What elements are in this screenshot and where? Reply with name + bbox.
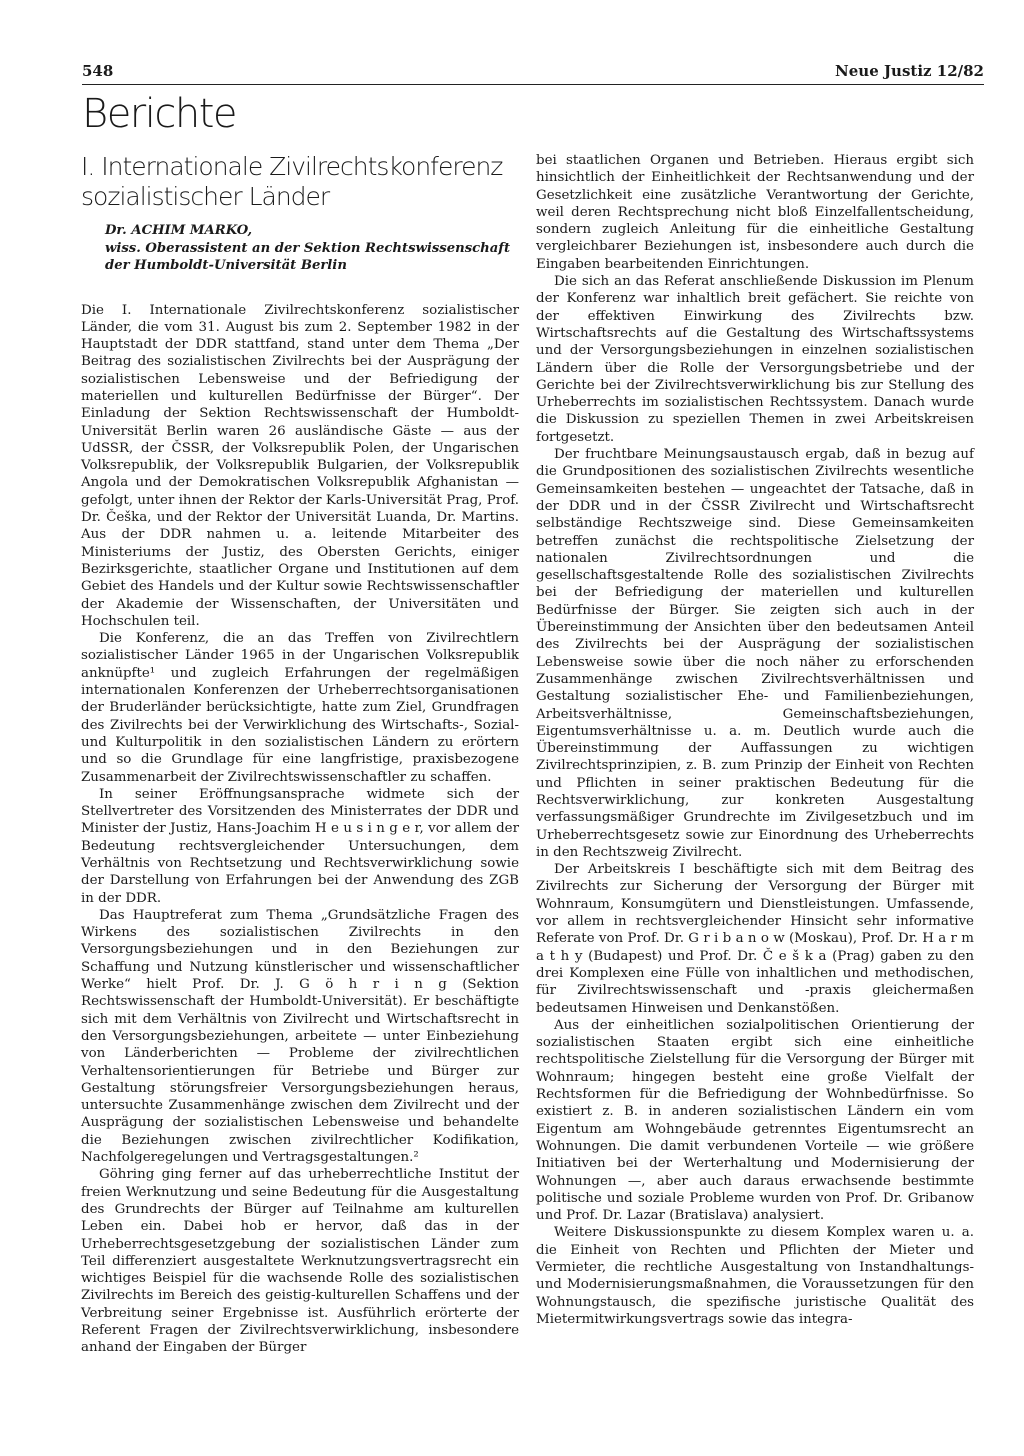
paragraph: Der fruchtbare Meinungsaustausch ergab, daß in bezug auf die Grundpositionen des sozialistischen Zivilrechts wesentliche Gemeinsamkeiten bestehen — ungeachtet der Tatsache, daß in der DDR und in der ČSSR Zivilrecht und Wirtschaftsrecht selbständige Rechtszweige sind. Diese Gemeinsamkeiten betreffen zunächst die rechtspolitische Zielsetzung der nationalen Zivilrechtsordnungen und die gesellschaftsgestaltende Rolle des sozialistischen Zivilrechts bei der Befriedigung der materiellen und kulturellen Bedürfnisse der Bürger. Sie zeigten sich auch in der Übereinstimmung der Ansichten über den bedeutsamen Anteil des Zivilrechts bei der Ausprägung der sozialistischen Lebensweise sowie über die noch näher zu erforschenden Zusammenhänge zwischen Zivilrechtsverhältnissen und Gestaltung sozialistischer Ehe- und Familienbeziehungen, Arbeitsverhältnisse, Gemeinschaftsbeziehungen, Eigentumsverhältnisse u. a. m. Deutlich wurde auch die Übereinstimmung der Auffassungen zu wichtigen Zivilrechtsprinzipien, z. B. zum Prinzip der Einheit von Rechten und Pflichten in seiner praktischen Bedeutung für die Rechtsverwirklichung, zur konkreten Ausgestaltung verfassungsmäßiger Grundrechte im Zivilgesetzbuch und im Urheberrechtsgesetz sowie zur Einordnung des Urheberrechts in den Rechtszweig Zivilrecht. xyxy=(536,447,974,860)
paragraph: bei staatlichen Organen und Betrieben. Hieraus ergibt sich hinsichtlich der Einheitlichkeit der Rechtsanwendung und der Gesetzlichkeit eine zusätzliche Verantwortung der Gerichte, weil deren Rechtsprechung nicht bloß Einzelfallentscheidung, sondern zugleich Anleitung für die einheitliche Gestaltung vergleichbarer Beziehungen ist, insbesondere auch durch die Eingaben bearbeitenden Einrichtungen. xyxy=(536,153,974,272)
right-column xyxy=(536,152,974,1328)
paragraph: Weitere Diskussionspunkte zu diesem Komplex waren u. a. die Einheit von Rechten und Pflichten der Mieter und Vermieter, die rechtliche Ausgestaltung von Instandhaltungs- und Modernisierungsmaßnahmen, die Voraussetzungen für den Wohnungstausch, die spezifische juristische Qualität des Mietermitwirkungsvertrags sowie das integra- xyxy=(536,1225,974,1327)
paragraph: In seiner Eröffnungsansprache widmete sich der Stellvertreter des Vorsitzenden des Ministerrates der DDR und Minister der Justiz, Hans-Joachim H e u s i n g e r, vor allem der Bedeutung rechtsvergleichender Untersuchungen, dem Verhältnis von Rechtsetzung und Rechtsverwirklichung sowie der Darstellung von Erfahrungen bei der Anwendung des ZGB in der DDR. xyxy=(81,786,519,906)
author-name: Dr. ACHIM MARKO, xyxy=(105,223,253,238)
article-title xyxy=(81,152,519,212)
author-affiliation-2: der Humboldt-Universität Berlin xyxy=(105,258,347,273)
article-title-line-1: I. Internationale Zivilrechtskonferenz xyxy=(81,152,503,181)
section-title: Berichte xyxy=(82,91,236,137)
author-affiliation-1: wiss. Oberassistent an der Sektion Rechtswissenschaft xyxy=(105,240,511,256)
author-block xyxy=(81,222,519,275)
paragraph: Die Konferenz, die an das Treffen von Zivilrechtlern sozialistischer Länder 1965 in der Ungarischen Volksrepublik anknüpfte¹ und zugleich Erfahrungen der regelmäßigen internationalen Konferenzen der Urheberrechtsorganisationen der Bruderländer berücksichtigte, hatte zum Ziel, Grundfragen des Zivilrechts bei der Verwirklichung des Wirtschafts-, Sozial- und Kulturpolitik in den sozialistischen Ländern zu erörtern und so die Grundlage für eine langfristige, praxisbezogene Zusammenarbeit der Zivilrechtswissenschaftler zu schaffen. xyxy=(81,631,519,785)
paragraph: Das Hauptreferat zum Thema „Grundsätzliche Fragen des Wirkens des sozialistischen Zivilrechts in den Versorgungsbeziehungen und in den Beziehungen zur Schaffung und Nutzung künstlerischer und wissenschaftlicher Werke“ hielt Prof. Dr. J. G ö h r i n g (Sektion Rechtswissenschaft der Humboldt-Universität). Er beschäftigte sich mit dem Verhältnis von Zivilrecht und Wirtschaftsrecht in den Versorgungsbeziehungen, arbeitete — unter Einbeziehung von Länderberichten — Probleme der zivilrechtlichen Verhaltensorientierungen für Betriebe und Bürger zur Gestaltung störungsfreier Versorgungsbeziehungen heraus, untersuchte Zusammenhänge zwischen dem Zivilrecht und der Ausprägung der sozialistischen Lebensweise und behandelte die Beziehungen zwischen zivilrechtlicher Kodifikation, Nachfolgeregelungen und Vertragsgestaltungen.² xyxy=(81,907,519,1166)
paragraph: Der Arbeitskreis I beschäftigte sich mit dem Beitrag des Zivilrechts zur Sicherung der Versorgung der Bürger mit Wohnraum, Konsumgütern und Dienstleistungen. Umfassende, vor allem in rechtsvergleichender Hinsicht sehr informative Referate von Prof. Dr. G r i b a n o w (Moskau), Prof. Dr. H a r m a t h y (Budapest) und Prof. Dr. Č e š k a (Prag) gaben zu den drei Komplexen eine Fülle von inhaltlichen und methodischen, für Zivilrechtswissenschaft und -praxis gleichermaßen bedeutsamen Hinweisen und Denkanstößen. xyxy=(536,862,974,1016)
left-column xyxy=(81,152,519,1357)
left-column-text xyxy=(81,302,519,1357)
paragraph: Die I. Internationale Zivilrechtskonferenz sozialistischer Länder, die vom 31. August bis zum 2. September 1982 in der Hauptstadt der DDR stattfand, stand unter dem Thema „Der Beitrag des sozialistischen Zivilrechts bei der Ausprägung der sozialistischen Lebensweise und der Befriedigung der materiellen und kulturellen Bedürfnisse der Bürger“. Der Einladung der Sektion Rechtswissenschaft der Humboldt-Universität Berlin waren 26 ausländische Gäste — aus der UdSSR, der ČSSR, der Volksrepublik Polen, der Ungarischen Volksrepublik, der Volksrepublik Bulgarien, der Volksrepublik Angola und der Demokratischen Volksrepublik Afghanistan — gefolgt, unter ihnen der Rektor der Karls-Universität Prag, Prof. Dr. Češka, und der Rektor der Universität Luanda, Dr. Martins. Aus der DDR nahmen u. a. leitende Mitarbeiter des Ministeriums der Justiz, des Obersten Gerichts, einiger Bezirksgerichte, staatlicher Organe und Institutionen auf dem Gebiet des Handels und der Kultur sowie Rechtswissenschaftler der Akademie der Wissenschaften, der Universitäten und Hochschulen teil. xyxy=(81,302,519,629)
right-column-text xyxy=(536,152,974,1328)
article-title-line-2: sozialistischer Länder xyxy=(81,182,330,211)
paragraph: Aus der einheitlichen sozialpolitischen Orientierung der sozialistischen Staaten ergibt sich eine einheitliche rechtspolitische Zielstellung für die Versorgung der Bürger mit Wohnraum; hingegen besteht eine große Vielfalt der Rechtsformen für die Befriedigung der Wohnbedürfnisse. So existiert z. B. in anderen sozialistischen Ländern ein vom Eigentum am Wohngebäude getrenntes Eigentumsrecht an Wohnungen. Die damit verbundenen Vorteile — wie größere Initiativen bei der Werterhaltung und Modernisierung der Wohnungen —, aber auch daraus erwachsende bestimmte politische und soziale Probleme wurden von Prof. Dr. Gribanow und Prof. Dr. Lazar (Bratislava) analysiert. xyxy=(536,1017,974,1224)
paragraph: Die sich an das Referat anschließende Diskussion im Plenum der Konferenz war inhaltlich breit gefächert. Sie reichte von der effektiven Einwirkung des Zivilrechts bzw. Wirtschaftsrechts auf die Gestaltung des Wirtschaftssystems und der Versorgungsbeziehungen in einzelnen sozialistischen Ländern über die Rolle der Versorgungsbetriebe und der Gerichte bei der Zivilrechtsverwirklichung bis zur Stellung des Urheberrechts im sozialistischen Rechtssystem. Danach wurde die Diskussion zu speziellen Themen in zwei Arbeitskreisen fortgesetzt. xyxy=(536,274,974,445)
journal-issue: Neue Justiz 12/82 xyxy=(835,62,984,80)
page-header xyxy=(82,62,984,85)
page-number: 548 xyxy=(82,62,114,80)
paragraph: Göhring ging ferner auf das urheberrechtliche Institut der freien Werknutzung und seine Bedeutung für die Ausgestaltung des Grundrechts der Bürger auf Teilnahme am kulturellen Leben ein. Dabei hob er hervor, daß das in der Urheberrechtsgesetzgebung der sozialistischen Länder zum Teil differenziert ausgestaltete Werknutzungsvertragsrecht ein wichtiges Beispiel für die wachsende Rolle des sozialistischen Zivilrechts im Bereich des geistig-kulturellen Schaffens und der Verbreitung seiner Ergebnisse ist. Ausführlich erörterte der Referent Fragen der Zivilrechtsverwirklichung, insbesondere anhand der Eingaben der Bürger xyxy=(81,1167,519,1356)
